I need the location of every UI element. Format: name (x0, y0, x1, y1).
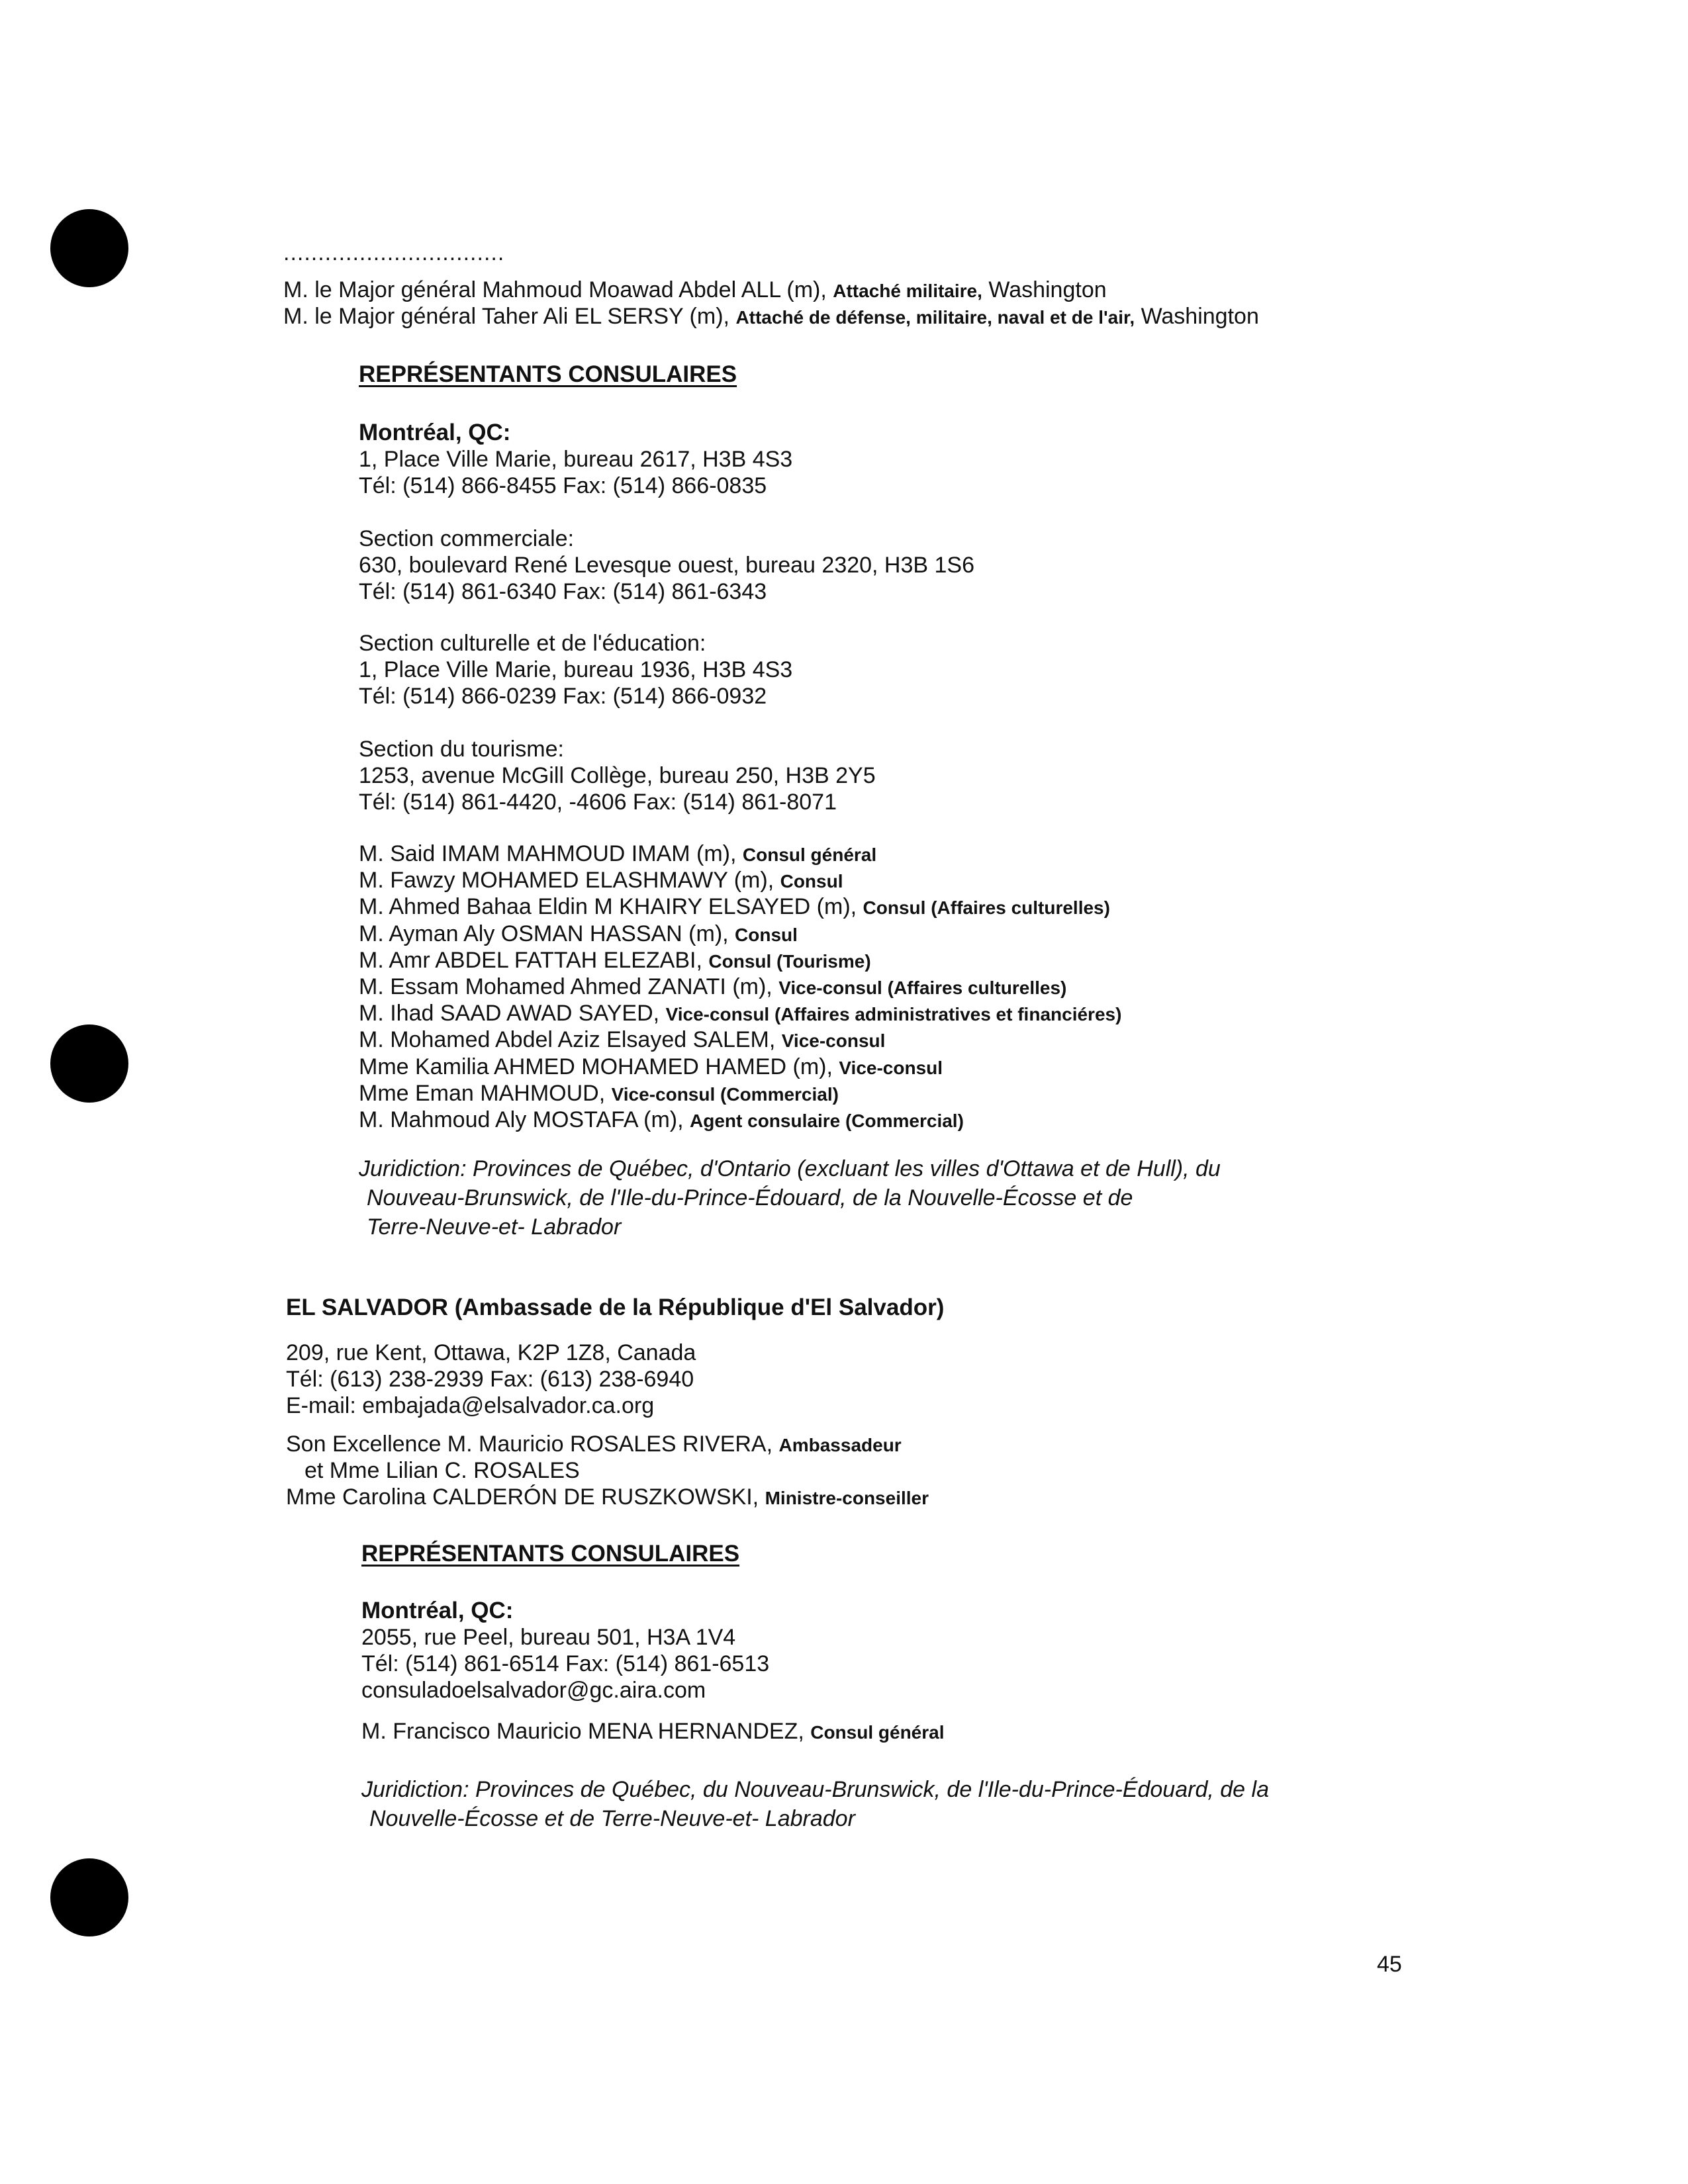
email-line: consuladoelsalvador@gc.aira.com (361, 1678, 706, 1703)
phone-line: Tél: (514) 866-0239 Fax: (514) 866-0932 (359, 684, 767, 709)
staff-entry (359, 974, 1121, 1000)
country-heading: EL SALVADOR (Ambassade de la République d'El Salvador) (286, 1295, 945, 1320)
staff-role: Consul général (810, 1722, 945, 1743)
staff-name: M. Mohamed Abdel Aziz Elsayed SALEM, (359, 1027, 776, 1053)
section-commerciale (359, 525, 974, 605)
staff-role: Ambassadeur (778, 1435, 902, 1455)
jurisdiction-line: Nouvelle-Écosse et de Terre-Neuve-et- Labrador (369, 1806, 855, 1831)
staff-name: M. Amr ABDEL FATTAH ELEZABI, (359, 947, 702, 973)
phone-line: Tél: (514) 866-8455 Fax: (514) 866-0835 (359, 473, 767, 498)
section-title: Section du tourisme: (359, 737, 564, 762)
staff-role: Consul (735, 924, 798, 945)
staff-name: M. Mahmoud Aly MOSTAFA (m), (359, 1107, 684, 1132)
attache-city: Washington (988, 277, 1107, 302)
staff-role: Vice-consul (839, 1057, 943, 1078)
section-culturelle (359, 630, 792, 709)
staff-role: Consul général (742, 844, 877, 865)
staff-name: M. Ihad SAAD AWAD SAYED, (359, 1001, 660, 1026)
address-line: 1, Place Ville Marie, bureau 1936, H3B 4S3 (359, 657, 793, 682)
staff-role: Vice-consul (781, 1030, 886, 1052)
consular-heading: REPRÉSENTANTS CONSULAIRES (361, 1541, 740, 1567)
jurisdiction-line: Terre-Neuve-et- Labrador (367, 1214, 622, 1240)
section-tourisme (359, 736, 876, 815)
staff-entry (359, 1000, 1121, 1026)
staff-name: M. Fawzy MOHAMED ELASHMAWY (m), (359, 868, 774, 893)
address-line: 209, rue Kent, Ottawa, K2P 1Z8, Canada (286, 1340, 696, 1365)
staff-role: Consul (Affaires culturelles) (863, 897, 1110, 919)
address-line: 1, Place Ville Marie, bureau 2617, H3B 4S3 (359, 447, 793, 472)
staff-name: M. Ayman Aly OSMAN HASSAN (m), (359, 921, 729, 946)
staff-name: M. Ahmed Bahaa Eldin M KHAIRY ELSAYED (m), (359, 894, 857, 920)
phone-line: Tél: (514) 861-4420, -4606 Fax: (514) 861-8071 (359, 790, 837, 815)
staff-entry (359, 947, 1121, 974)
section-title: Section commerciale: (359, 526, 575, 551)
staff-entry (359, 841, 1121, 867)
continuation-dots: ................................ (283, 240, 505, 265)
phone-line: Tél: (514) 861-6514 Fax: (514) 861-6513 (361, 1651, 770, 1676)
staff-entry (286, 1484, 929, 1510)
staff-entry (359, 867, 1121, 893)
jurisdiction-line: Nouveau-Brunswick, de l'Ile-du-Prince-Édouard, de la Nouvelle-Écosse et de (367, 1185, 1133, 1210)
binder-hole-top (50, 209, 128, 287)
staff-entry (359, 1054, 1121, 1080)
staff-role: Ministre-conseiller (765, 1488, 929, 1508)
page-number: 45 (1377, 1952, 1402, 1977)
staff-name: M. Said IMAM MAHMOUD IMAM (m), (359, 841, 737, 866)
staff-role: Consul (Tourisme) (708, 950, 871, 972)
email-line: E-mail: embajada@elsalvador.ca.org (286, 1393, 655, 1418)
city-title: Montréal, QC: (359, 420, 511, 445)
attache-line (283, 277, 1107, 304)
address-line: 2055, rue Peel, bureau 501, H3A 1V4 (361, 1625, 736, 1650)
binder-hole-bottom (50, 1858, 128, 1936)
staff-entry (359, 1080, 1121, 1107)
staff-name: Son Excellence M. Mauricio ROSALES RIVERA, (286, 1432, 773, 1457)
address-line: 630, boulevard René Levesque ouest, bureau 2320, H3B 1S6 (359, 553, 975, 578)
jurisdiction-note (361, 1775, 1269, 1833)
staff-role: Vice-consul (Affaires culturelles) (778, 977, 1067, 998)
staff-name: M. Essam Mohamed Ahmed ZANATI (m), (359, 974, 773, 999)
staff-role: Vice-consul (Commercial) (611, 1083, 839, 1105)
consulate-address (359, 446, 792, 499)
staff-entry (359, 1026, 1121, 1053)
staff-entry (286, 1431, 929, 1457)
jurisdiction-line: Juridiction: Provinces de Québec, d'Ontario (excluant les villes d'Ottawa et de Hull), du (359, 1156, 1221, 1181)
staff-role: Vice-consul (Affaires administratives et financiéres) (665, 1004, 1122, 1025)
consular-heading: REPRÉSENTANTS CONSULAIRES (359, 361, 737, 387)
staff-entry (359, 921, 1121, 947)
phone-line: Tél: (613) 238-2939 Fax: (613) 238-6940 (286, 1367, 694, 1392)
staff-entry (359, 1107, 1121, 1133)
phone-line: Tél: (514) 861-6340 Fax: (514) 861-6343 (359, 579, 767, 604)
jurisdiction-line: Juridiction: Provinces de Québec, du Nouveau-Brunswick, de l'Ile-du-Prince-Édouard, de la (361, 1777, 1269, 1802)
embassy-staff (286, 1431, 929, 1510)
attache-name: M. le Major général Mahmoud Moawad Abdel ALL (m), (283, 277, 827, 302)
staff-name: Mme Eman MAHMOUD, (359, 1080, 606, 1106)
section-title: Section culturelle et de l'éducation: (359, 631, 706, 656)
jurisdiction-note (359, 1154, 1221, 1242)
city-title: Montréal, QC: (361, 1598, 514, 1623)
embassy-address (286, 1340, 696, 1419)
binder-hole-middle (50, 1024, 128, 1103)
staff-name: Mme Kamilia AHMED MOHAMED HAMED (m), (359, 1054, 833, 1079)
staff-entry (359, 893, 1121, 920)
attache-role: Attaché militaire, (833, 281, 982, 301)
staff-role: Consul (780, 871, 843, 892)
staff-name: Mme Carolina CALDERÓN DE RUSZKOWSKI, (286, 1484, 759, 1510)
attache-city: Washington (1141, 304, 1259, 329)
attache-name: M. le Major général Taher Ali EL SERSY (m), (283, 304, 729, 329)
attache-line (283, 303, 1259, 331)
staff-name: M. Francisco Mauricio MENA HERNANDEZ, (361, 1719, 804, 1744)
consular-staff-list (359, 841, 1121, 1133)
staff-entry (361, 1718, 945, 1746)
attache-role: Attaché de défense, militaire, naval et de l'air, (735, 307, 1135, 328)
address-line: 1253, avenue McGill Collège, bureau 250, H3B 2Y5 (359, 763, 876, 788)
spouse-line: et Mme Lilian C. ROSALES (305, 1458, 580, 1483)
consulate-address (361, 1624, 769, 1704)
staff-role: Agent consulaire (Commercial) (690, 1110, 964, 1131)
